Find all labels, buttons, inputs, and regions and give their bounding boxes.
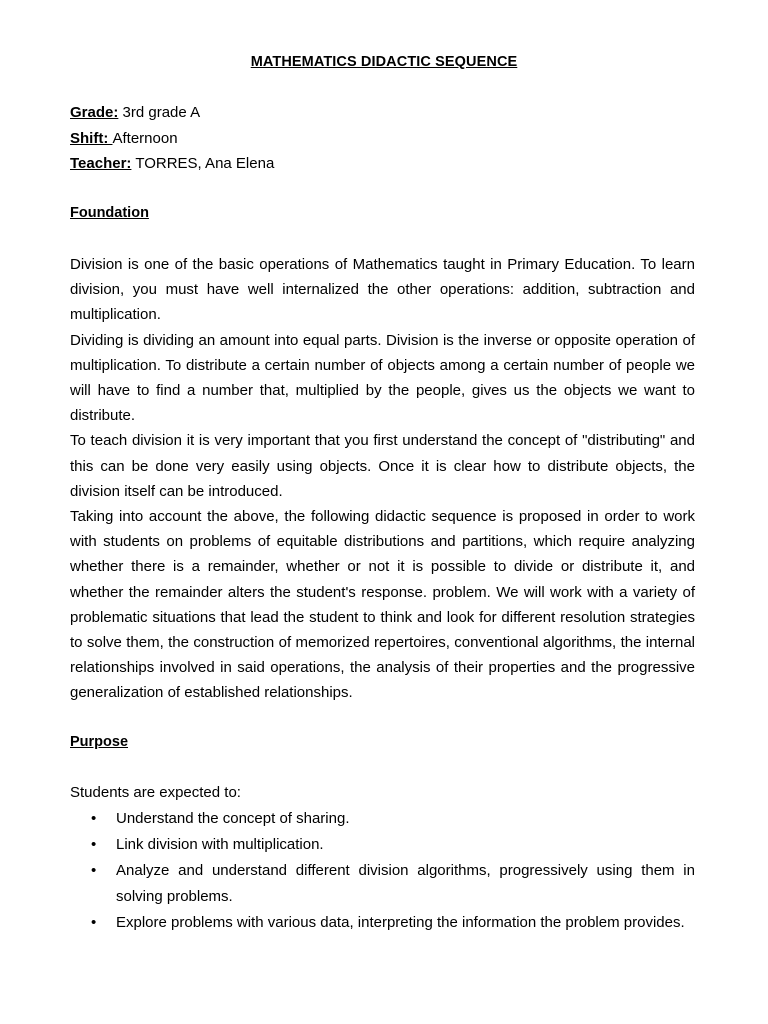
teacher-line <box>70 155 274 173</box>
purpose-list <box>70 806 695 936</box>
list-item-text: Explore problems with various data, interpreting the information the problem provides. <box>116 914 685 931</box>
purpose-heading: Purpose <box>70 734 129 750</box>
document-title: MATHEMATICS DIDACTIC SEQUENCE <box>250 54 518 70</box>
shift-value: Afternoon <box>112 130 178 147</box>
teacher-label: Teacher: <box>70 155 132 172</box>
grade-value: 3rd grade A <box>118 104 201 121</box>
grade-label: Grade: <box>70 104 119 121</box>
list-item <box>70 910 695 936</box>
list-item <box>70 832 695 858</box>
grade-line <box>70 104 200 122</box>
foundation-paragraph: Dividing is dividing an amount into equal parts. Division is the inverse or opposite operation of multiplication. To distribute a certain number of objects among a certain number of people we will have to find a number that, multiplied by the people, gives us the objects we want to distribute. <box>70 331 695 425</box>
teacher-value: TORRES, Ana Elena <box>131 155 275 172</box>
foundation-heading: Foundation <box>70 205 149 221</box>
shift-label: Shift: <box>70 130 113 147</box>
purpose-intro: Students are expected to: <box>70 784 241 801</box>
shift-line <box>70 130 178 148</box>
list-item <box>70 806 695 832</box>
foundation-paragraph: To teach division it is very important that you first understand the concept of "distributing" and this can be done very easily using objects. Once it is clear how to distribute objects, the division itself can be introduced. <box>70 432 695 500</box>
bullet-icon: • <box>91 862 97 879</box>
list-item-text: Analyze and understand different division algorithms, progressively using them in solving problems. <box>116 862 695 905</box>
bullet-icon: • <box>91 836 97 853</box>
list-item-text: Link division with multiplication. <box>116 836 324 853</box>
foundation-paragraph: Division is one of the basic operations of Mathematics taught in Primary Education. To learn division, you must have well internalized the other operations: addition, subtraction and multiplication. <box>70 256 695 324</box>
list-item <box>70 858 695 910</box>
list-item-text: Understand the concept of sharing. <box>116 810 350 827</box>
foundation-paragraph: Taking into account the above, the following didactic sequence is proposed in order to work with students on problems of equitable distributions and partitions, which require analyzing whether there is a remainder, whether or not it is possible to divide or distribute it, and whether the remainder alters the student's response. problem. We will work with a variety of problematic situations that lead the student to think and look for different resolution strategies to solve them, the construction of memorized repertoires, conventional algorithms, the internal relationships involved in said operations, the analysis of their properties and the progressive generalization of established relationships. <box>70 508 695 702</box>
foundation-body <box>70 252 695 706</box>
bullet-icon: • <box>91 810 97 827</box>
bullet-icon: • <box>91 914 97 931</box>
